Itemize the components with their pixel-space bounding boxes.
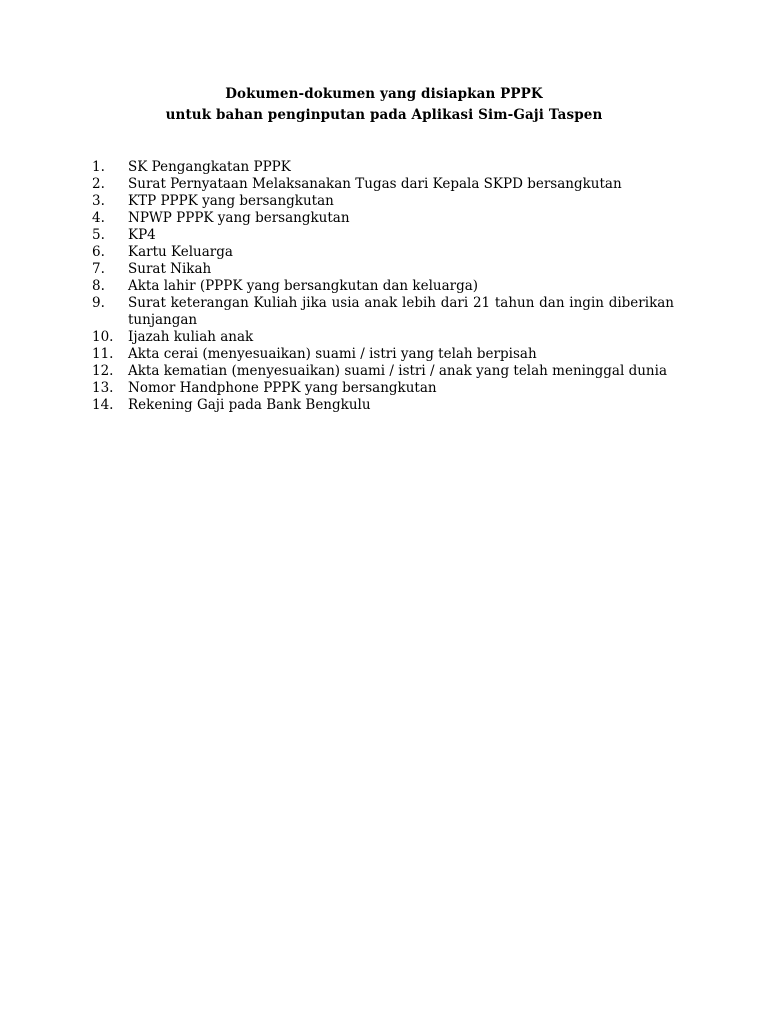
list-item-text: Surat Pernyataan Melaksanakan Tugas dari Kepala SKPD bersangkutan xyxy=(128,176,622,192)
list-item-text: NPWP PPPK yang bersangkutan xyxy=(128,210,350,226)
list-item-text: Akta lahir (PPPK yang bersangkutan dan keluarga) xyxy=(128,278,479,294)
list-item-number: 1. xyxy=(92,159,105,175)
list-item-text: Ijazah kuliah anak xyxy=(128,329,254,345)
list-item xyxy=(92,363,674,380)
list-item-text: KP4 xyxy=(128,227,156,243)
list-item-number: 12. xyxy=(92,363,114,379)
list-item xyxy=(92,210,674,227)
list-item-number: 8. xyxy=(92,278,105,294)
list-item-text: Surat keterangan Kuliah jika usia anak lebih dari 21 tahun dan ingin diberikan tunjangan xyxy=(128,295,674,328)
list-item-number: 14. xyxy=(92,397,114,413)
list-item xyxy=(92,176,674,193)
list-item xyxy=(92,295,674,329)
list-item-text: Rekening Gaji pada Bank Bengkulu xyxy=(128,397,371,413)
list-item-text: SK Pengangkatan PPPK xyxy=(128,159,291,175)
list-item xyxy=(92,261,674,278)
list-item-number: 4. xyxy=(92,210,105,226)
list-item-number: 5. xyxy=(92,227,105,243)
list-item-text: Kartu Keluarga xyxy=(128,244,233,260)
list-item xyxy=(92,329,674,346)
list-item xyxy=(92,278,674,295)
list-item-text: Akta kematian (menyesuaikan) suami / istri / anak yang telah meninggal dunia xyxy=(128,363,667,379)
list-item-number: 11. xyxy=(92,346,114,362)
list-item xyxy=(92,397,674,414)
list-item-number: 13. xyxy=(92,380,114,396)
list-item-text: Akta cerai (menyesuaikan) suami / istri yang telah berpisah xyxy=(128,346,537,362)
list-item-text: KTP PPPK yang bersangkutan xyxy=(128,193,334,209)
list-item-text: Nomor Handphone PPPK yang bersangkutan xyxy=(128,380,437,396)
list-item-number: 7. xyxy=(92,261,105,277)
list-item-text: Surat Nikah xyxy=(128,261,212,277)
document-heading xyxy=(0,84,768,126)
list-item xyxy=(92,159,674,176)
list-item-number: 3. xyxy=(92,193,105,209)
list-item-number: 9. xyxy=(92,295,105,311)
list-item xyxy=(92,346,674,363)
list-item-number: 10. xyxy=(92,329,114,345)
list-item xyxy=(92,380,674,397)
list-item xyxy=(92,227,674,244)
page-title: Dokumen-dokumen yang disiapkan PPPK xyxy=(225,86,543,102)
list-item xyxy=(92,244,674,261)
page-subtitle: untuk bahan penginputan pada Aplikasi Sim-Gaji Taspen xyxy=(165,107,603,123)
document-list xyxy=(92,159,674,414)
list-item-number: 2. xyxy=(92,176,105,192)
list-item xyxy=(92,193,674,210)
list-item-number: 6. xyxy=(92,244,105,260)
